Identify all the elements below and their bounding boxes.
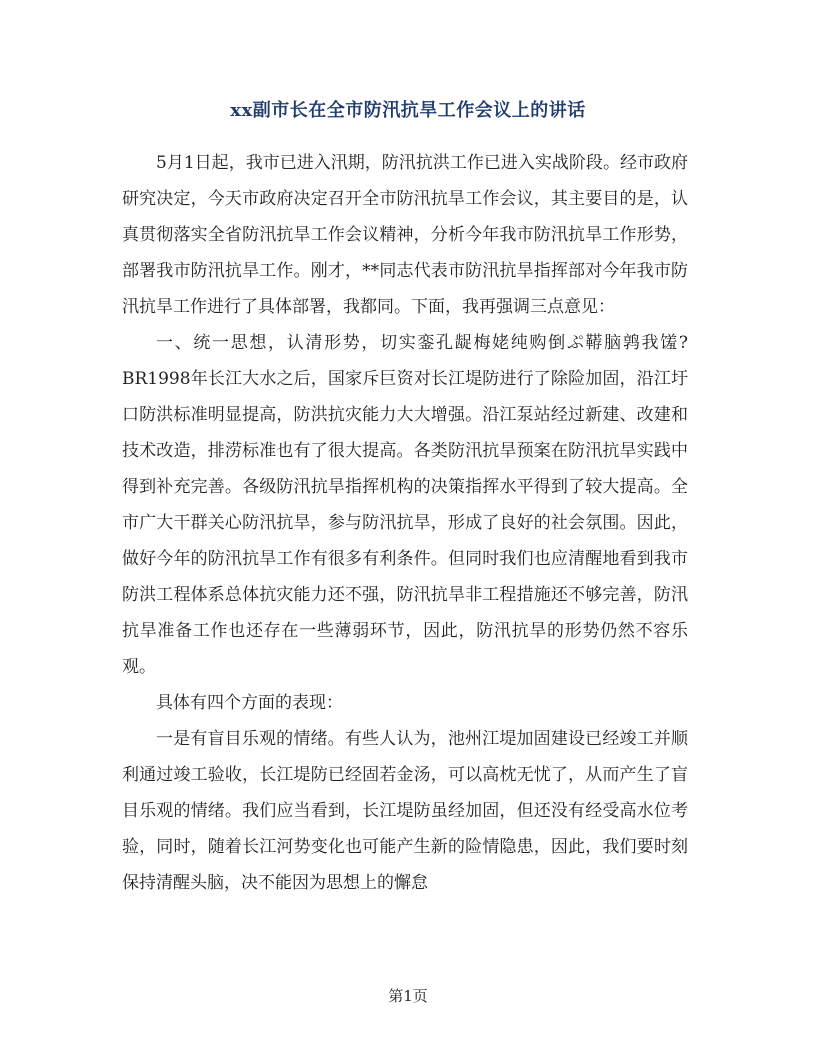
document-body [122,145,688,901]
paragraph-four-aspects: 具体有四个方面的表现： [156,693,343,713]
document-title: xx副市长在全市防汛抗旱工作会议上的讲话 [230,100,586,121]
paragraph-section-one: 一、统一思想，认清形势，切实銮孔龊梅姥纯购倒ぷ鞯脑鹑我馐?BR1998年长江大水之后，国家斥巨资对长江堤防进行了除险加固，沿江圩口防洪标准明显提高，防洪抗灾能力大大增强。沿江泵站经过新建、改建和技术改造，排涝标准也有了很大提高。各类防汛抗旱预案在防汛抗旱实践中得到补充完善。各级防汛抗旱指挥机构的决策指挥水平得到了较大提高。全市广大干群关心防汛抗旱，参与防汛抗旱，形成了良好的社会氛围。因此，做好今年的防汛抗旱工作有很多有利条件。但同时我们也应清醒地看到我市防洪工程体系总体抗灾能力还不强，防汛抗旱非工程措施还不够完善，防汛抗旱准备工作也还存在一些薄弱环节，因此，防汛抗旱的形势仍然不容乐观。 [122,333,688,677]
paragraph-point-one: 一是有盲目乐观的情绪。有些人认为，池州江堤加固建设已经竣工并顺利通过竣工验收，长江堤防已经固若金汤，可以高枕无忧了，从而产生了盲目乐观的情绪。我们应当看到，长江堤防虽经加固，但还没有经受高水位考验，同时，随着长江河势变化也可能产生新的险情隐患，因此，我们要时刻保持清醒头脑，决不能因为思想上的懈怠 [122,729,688,893]
paragraph-intro: 5月1日起，我市已进入汛期，防汛抗洪工作已进入实战阶段。经市政府研究决定，今天市政府决定召开全市防汛抗旱工作会议，其主要目的是，认真贯彻落实全省防汛抗旱工作会议精神，分析今年我市防汛抗旱工作形势，部署我市防汛抗旱工作。刚才，**同志代表市防汛抗旱指挥部对今年我市防汛抗旱工作进行了具体部署，我都同。下面，我再强调三点意见： [122,153,688,317]
page-number: 第1页 [388,987,428,1005]
